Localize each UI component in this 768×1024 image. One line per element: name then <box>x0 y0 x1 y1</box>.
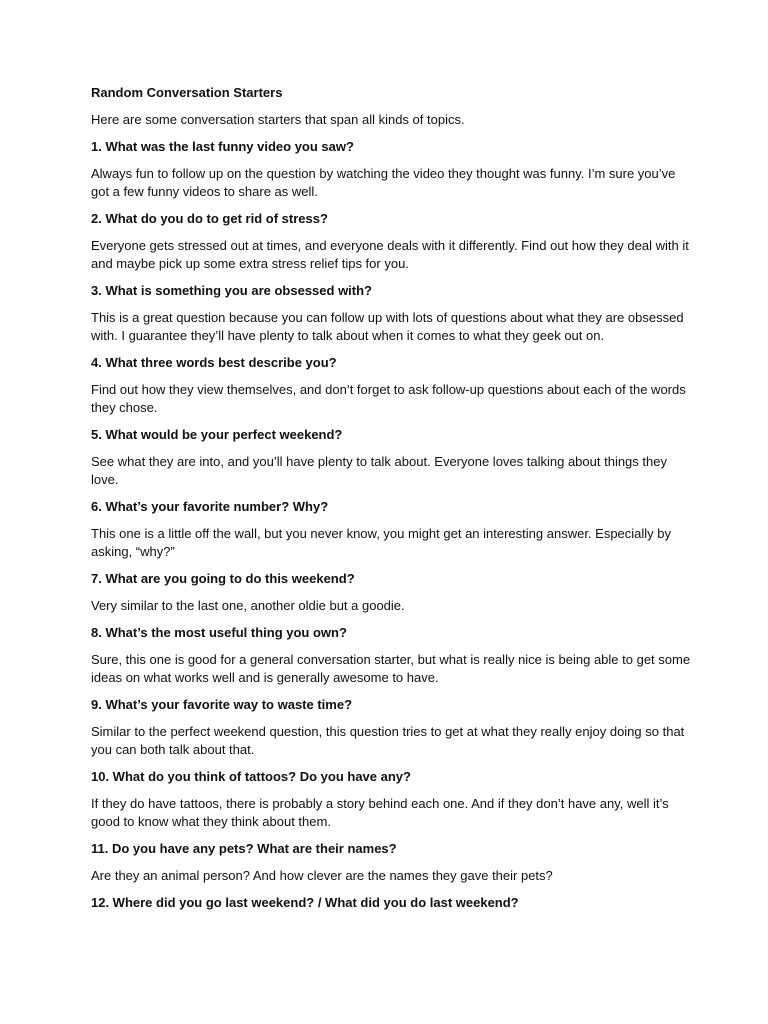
answer-9: Similar to the perfect weekend question, this question tries to get at what they really enjoy doing so that you can both talk about that. <box>91 724 685 757</box>
question-10: 10. What do you think of tattoos? Do you have any? <box>91 769 411 784</box>
answer-10: If they do have tattoos, there is probably a story behind each one. And if they don’t have any, well it’s good to know what they think about them. <box>91 796 669 829</box>
list-item <box>91 426 691 489</box>
list-item <box>91 696 691 759</box>
list-item <box>91 570 691 615</box>
question-5: 5. What would be your perfect weekend? <box>91 427 343 442</box>
list-item <box>91 840 691 885</box>
list-item <box>91 894 691 912</box>
document-title: Random Conversation Starters <box>91 85 283 100</box>
answer-1: Always fun to follow up on the question by watching the video they thought was funny. I’m sure you’ve got a few funny videos to share as well. <box>91 166 676 199</box>
list-item <box>91 210 691 273</box>
intro-paragraph: Here are some conversation starters that span all kinds of topics. <box>91 112 465 127</box>
answer-8: Sure, this one is good for a general conversation starter, but what is really nice is being able to get some ideas on what works well and is generally awesome to have. <box>91 652 691 685</box>
list-item <box>91 282 691 345</box>
question-9: 9. What’s your favorite way to waste time? <box>91 697 353 712</box>
question-7: 7. What are you going to do this weekend? <box>91 571 355 586</box>
answer-3: This is a great question because you can follow up with lots of questions about what they are obsessed with. I guarantee they’ll have plenty to talk about when it comes to what they geek out on. <box>91 310 684 343</box>
answer-5: See what they are into, and you’ll have plenty to talk about. Everyone loves talking about things they love. <box>91 454 667 487</box>
answer-11: Are they an animal person? And how clever are the names they gave their pets? <box>91 868 553 883</box>
answer-7: Very similar to the last one, another oldie but a goodie. <box>91 598 405 613</box>
question-12: 12. Where did you go last weekend? / What did you do last weekend? <box>91 895 519 910</box>
list-item <box>91 354 691 417</box>
list-item <box>91 138 691 201</box>
answer-2: Everyone gets stressed out at times, and everyone deals with it differently. Find out how they deal with it and maybe pick up some extra stress relief tips for you. <box>91 238 689 271</box>
list-item <box>91 498 691 561</box>
question-3: 3. What is something you are obsessed with? <box>91 283 372 298</box>
list-item <box>91 624 691 687</box>
question-8: 8. What’s the most useful thing you own? <box>91 625 347 640</box>
question-6: 6. What’s your favorite number? Why? <box>91 499 329 514</box>
question-2: 2. What do you do to get rid of stress? <box>91 211 328 226</box>
document-page <box>91 84 691 921</box>
question-4: 4. What three words best describe you? <box>91 355 337 370</box>
answer-6: This one is a little off the wall, but you never know, you might get an interesting answer. Especially by asking, “why?” <box>91 526 672 559</box>
question-11: 11. Do you have any pets? What are their names? <box>91 841 397 856</box>
question-1: 1. What was the last funny video you saw? <box>91 139 354 154</box>
answer-4: Find out how they view themselves, and don’t forget to ask follow-up questions about each of the words they chose. <box>91 382 686 415</box>
list-item <box>91 768 691 831</box>
